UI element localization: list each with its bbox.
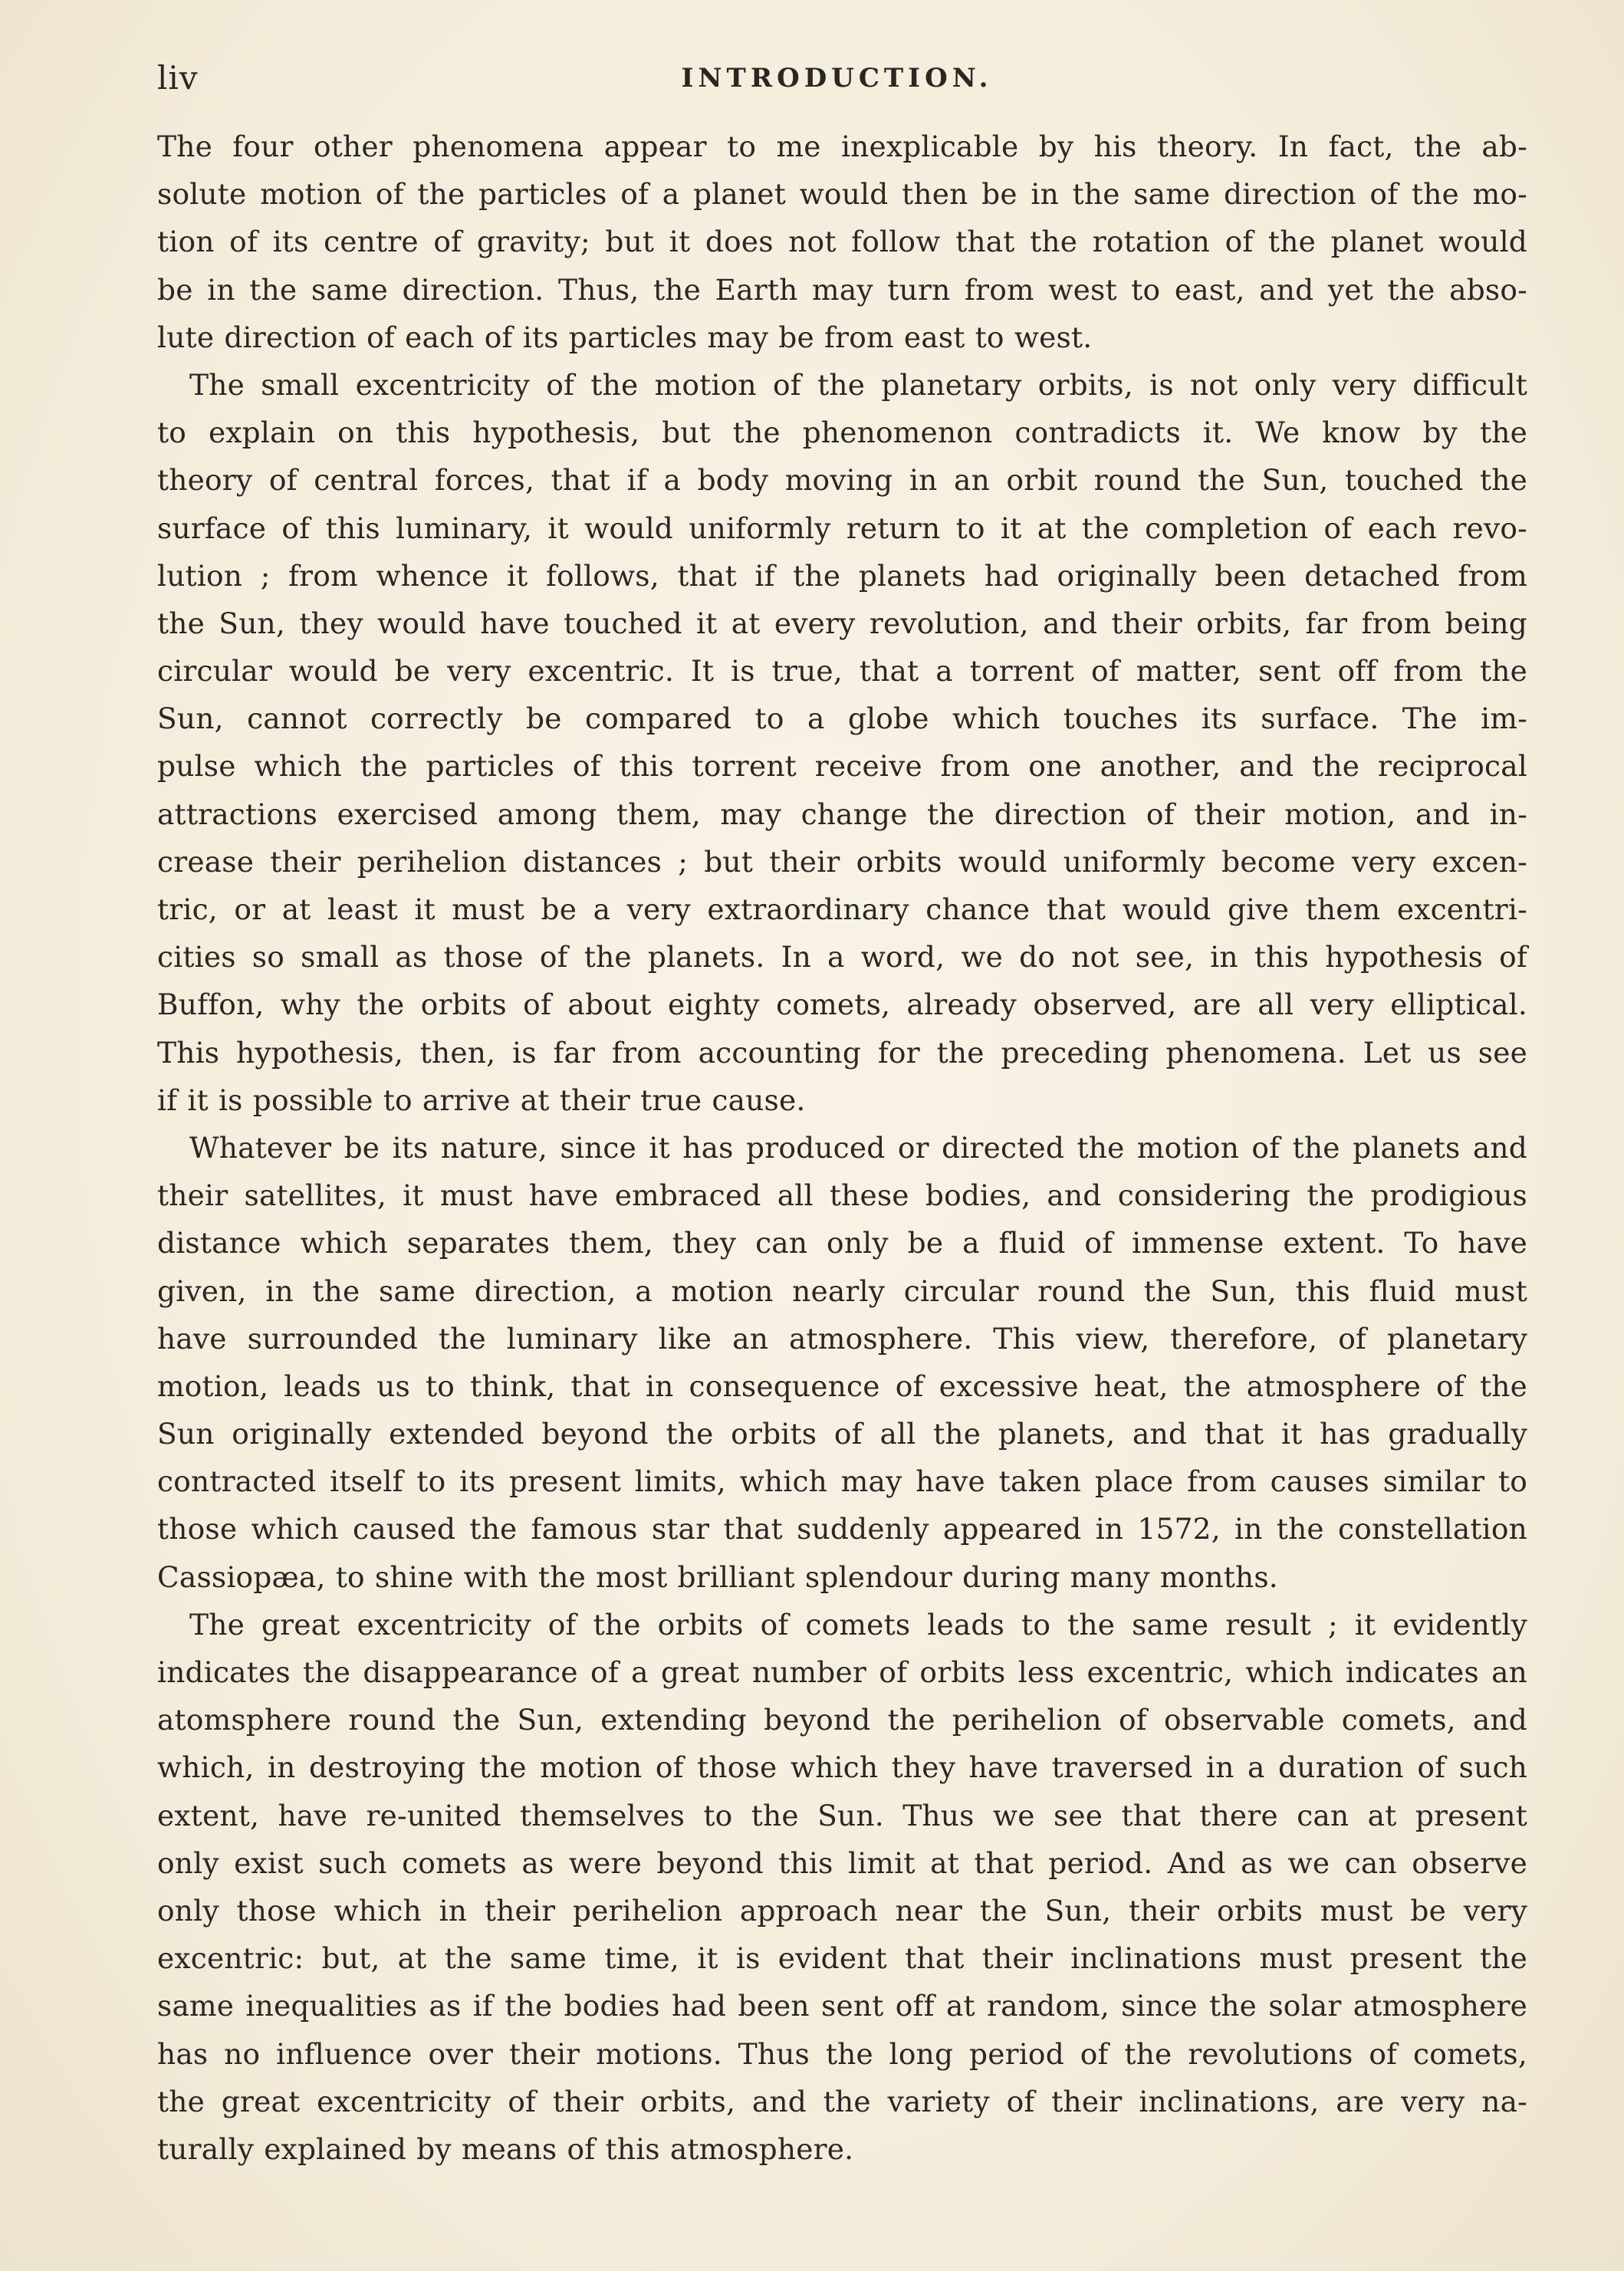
- text-line: The great excentricity of the orbits of comets leads to the same result ; it evidently: [189, 1607, 1527, 1642]
- paragraph-3: [157, 1124, 1527, 1601]
- text-line: given, in the same direction, a motion nearly circular round the Sun, this fluid must: [157, 1274, 1527, 1308]
- text-line: be in the same direction. Thus, the Earth may turn from west to east, and yet the abso-: [157, 272, 1527, 307]
- text-line: cities so small as those of the planets. In a word, we do not see, in this hypothesis of: [157, 940, 1527, 974]
- text-line: Buffon, why the orbits of about eighty comets, already observed, are all very elliptical.: [157, 988, 1527, 1022]
- text-line: circular would be very excentric. It is true, that a torrent of matter, sent off from the: [157, 654, 1527, 689]
- text-line: contracted itself to its present limits, which may have taken place from causes similar to: [157, 1464, 1527, 1499]
- text-line: those which caused the famous star that suddenly appeared in 1572, in the constellation: [157, 1512, 1527, 1546]
- text-line: which, in destroying the motion of those which they have traversed in a duration of such: [157, 1750, 1527, 1785]
- page-header: [157, 55, 1517, 101]
- text-line: pulse which the particles of this torrent receive from one another, and the reciprocal: [157, 749, 1527, 784]
- text-line: atomsphere round the Sun, extending beyond the perihelion of observable comets, and: [157, 1703, 1527, 1737]
- text-line: same inequalities as if the bodies had been sent off at random, since the solar atmosphere: [157, 1989, 1527, 2023]
- text-line: Cassiopæa, to shine with the most brilliant splendour during many months.: [157, 1559, 1278, 1594]
- text-line: their satellites, it must have embraced all these bodies, and considering the prodigious: [157, 1178, 1527, 1213]
- text-line: attractions exercised among them, may change the direction of their motion, and in-: [157, 797, 1527, 831]
- text-line: surface of this luminary, it would uniformly return to it at the completion of each revo-: [157, 511, 1527, 545]
- text-line: have surrounded the luminary like an atmosphere. This view, therefore, of planetary: [157, 1321, 1527, 1356]
- text-line: to explain on this hypothesis, but the phenomenon contradicts it. We know by the: [157, 416, 1527, 450]
- text-line: Sun, cannot correctly be compared to a globe which touches its surface. The im-: [157, 702, 1527, 736]
- text-line: The small excentricity of the motion of the planetary orbits, is not only very difficult: [189, 367, 1527, 402]
- paragraph-1: [157, 123, 1527, 361]
- text-line: the great excentricity of their orbits, and the variety of their inclinations, are very na-: [157, 2084, 1527, 2118]
- text-line: motion, leads us to think, that in consequence of excessive heat, the atmosphere of the: [157, 1369, 1527, 1403]
- text-line: has no influence over their motions. Thus the long period of the revolutions of comets,: [157, 2036, 1527, 2071]
- body-text: [157, 123, 1527, 2173]
- text-line: indicates the disappearance of a great number of orbits less excentric, which indicates an: [157, 1655, 1527, 1689]
- text-line: extent, have re-united themselves to the Sun. Thus we see that there can at present: [157, 1798, 1527, 1832]
- text-line: This hypothesis, then, is far from accounting for the preceding phenomena. Let us see: [157, 1035, 1527, 1070]
- text-line: the Sun, they would have touched it at every revolution, and their orbits, far from being: [157, 606, 1527, 640]
- text-line: tric, or at least it must be a very extraordinary chance that would give them excentri-: [157, 892, 1527, 926]
- text-line: only exist such comets as were beyond this limit at that period. And as we can observe: [157, 1845, 1527, 1880]
- paragraph-2: [157, 361, 1527, 1124]
- text-line: The four other phenomena appear to me inexplicable by his theory. In fact, the ab-: [157, 130, 1527, 163]
- text-line: crease their perihelion distances ; but their orbits would uniformly become very excen-: [157, 844, 1527, 879]
- text-line: excentric: but, at the same time, it is evident that their inclinations must present the: [157, 1941, 1527, 1976]
- text-line: tion of its centre of gravity; but it does not follow that the rotation of the planet would: [157, 225, 1527, 259]
- text-line: theory of central forces, that if a body moving in an orbit round the Sun, touched the: [157, 463, 1527, 498]
- page-number: liv: [157, 59, 199, 97]
- text-line: lute direction of each of its particles may be from east to west.: [157, 320, 1093, 354]
- text-line: lution ; from whence it follows, that if the planets had originally been detached from: [157, 558, 1527, 593]
- text-line: distance which separates them, they can only be a fluid of immense extent. To have: [157, 1226, 1527, 1260]
- running-head: INTRODUCTION.: [681, 63, 993, 94]
- text-line: Sun originally extended beyond the orbits of all the planets, and that it has gradually: [157, 1417, 1527, 1451]
- text-line: turally explained by means of this atmosphere.: [157, 2131, 854, 2166]
- paragraph-4: [157, 1601, 1527, 2173]
- text-line: Whatever be its nature, since it has produced or directed the motion of the planets and: [189, 1130, 1527, 1165]
- text-line: solute motion of the particles of a planet would then be in the same direction of the mo-: [157, 177, 1527, 212]
- text-line: only those which in their perihelion approach near the Sun, their orbits must be very: [157, 1893, 1527, 1928]
- text-line: if it is possible to arrive at their true cause.: [157, 1083, 806, 1117]
